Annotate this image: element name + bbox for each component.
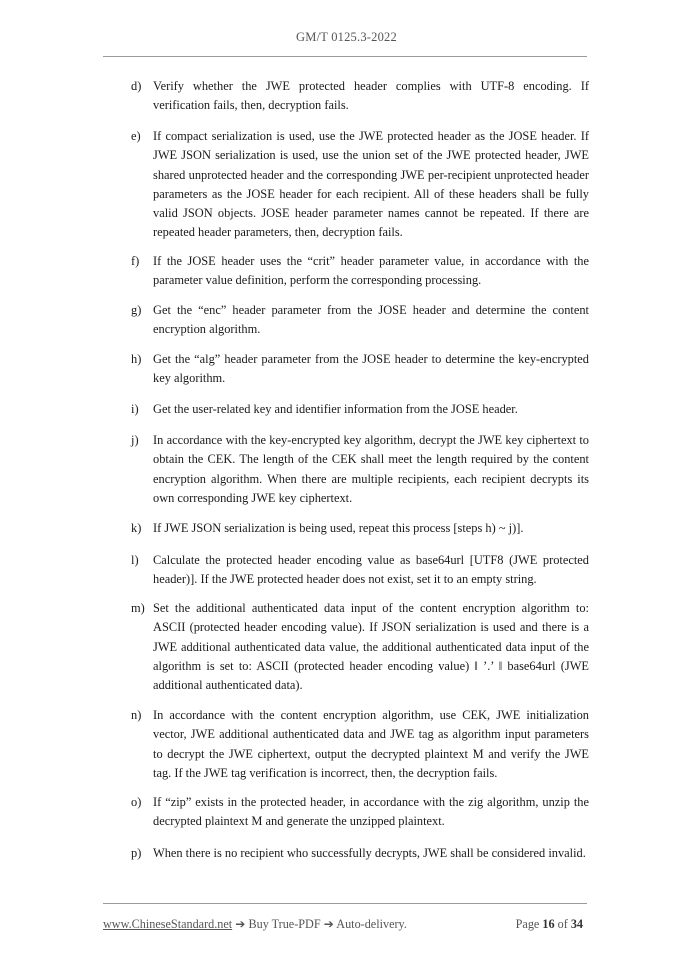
list-item-f xyxy=(131,252,589,291)
footer-divider xyxy=(103,903,587,904)
list-item-p xyxy=(131,844,589,863)
list-item-text: If compact serialization is used, use the JWE protected header as the JOSE header. If JWE JSON serialization is used, use the union set of the JWE protected header, JWE shared unprotected header and the corresponding JWE per-recipient unprotected header parameters as the JOSE header for each recipient. All of these headers shall be fully valid JSON objects. JOSE header parameter names cannot be repeated. If there are repeated header parameters, then, decryption fails. xyxy=(153,129,589,240)
list-item-i xyxy=(131,400,589,419)
list-item-label: o) xyxy=(131,795,142,809)
list-item-text: Set the additional authenticated data input of the content encryption algorithm to: ASCII (protected header encoding value). If JSON serialization is used and there is a JWE additional authenticated data value, the additional authenticated data input of the algorithm is set to: ASCII (protected header encoding value) ‖ ’.’ ‖ base64url (JWE additional authenticated data). xyxy=(153,601,589,693)
list-item-text: If JWE JSON serialization is being used, repeat this process [steps h) ~ j)]. xyxy=(153,521,524,535)
list-item-label: m) xyxy=(131,601,145,615)
list-item-l xyxy=(131,551,589,590)
document-code-header: GM/T 0125.3-2022 xyxy=(296,30,397,44)
list-item-label: f) xyxy=(131,254,140,268)
list-item-e xyxy=(131,127,589,243)
page-current: 16 xyxy=(542,917,555,931)
list-item-k xyxy=(131,519,589,538)
header-divider xyxy=(103,56,587,57)
page-of: of xyxy=(557,917,568,931)
auto-delivery-text: Auto-delivery. xyxy=(336,917,407,931)
list-item-h xyxy=(131,350,589,389)
arrow-right-icon: ➔ xyxy=(323,917,334,931)
list-item-m xyxy=(131,599,589,695)
list-item-text: When there is no recipient who successfully decrypts, JWE shall be considered invalid. xyxy=(153,846,586,860)
list-item-text: Get the “enc” header parameter from the JOSE header and determine the content encryption algorithm. xyxy=(153,303,589,337)
arrow-right-icon: ➔ xyxy=(235,917,246,931)
list-item-label: i) xyxy=(131,402,139,416)
list-item-label: g) xyxy=(131,303,142,317)
page-footer xyxy=(103,917,587,932)
list-item-d xyxy=(131,77,589,116)
page-prefix: Page xyxy=(515,917,540,931)
list-item-n xyxy=(131,706,589,783)
list-item-text: Get the “alg” header parameter from the JOSE header to determine the key-encrypted key algorithm. xyxy=(153,352,589,386)
list-item-text: Calculate the protected header encoding value as base64url [UTF8 (JWE protected header)]. If the JWE protected header does not exist, set it to an empty string. xyxy=(153,553,589,587)
list-item-text: In accordance with the content encryption algorithm, use CEK, JWE initialization vector, JWE additional authenticated data and JWE tag as algorithm input parameters to decrypt the JWE ciphertext, output the decrypted plaintext M and verify the JWE tag. If the JWE tag verification is incorrect, then, the decryption fails. xyxy=(153,708,589,780)
list-item-text: If “zip” exists in the protected header, in accordance with the zig algorithm, unzip the decrypted plaintext M and generate the unzipped plaintext. xyxy=(153,795,589,829)
list-item-text: Get the user-related key and identifier information from the JOSE header. xyxy=(153,402,518,416)
list-item-label: j) xyxy=(131,433,139,447)
list-item-label: k) xyxy=(131,521,142,535)
list-item-label: n) xyxy=(131,708,142,722)
list-item-text: If the JOSE header uses the “crit” header parameter value, in accordance with the parameter value definition, perform the corresponding processing. xyxy=(153,254,589,288)
list-item-label: h) xyxy=(131,352,142,366)
page-total: 34 xyxy=(570,917,583,931)
page-number xyxy=(516,917,583,932)
list-item-label: l) xyxy=(131,553,139,567)
list-item-o xyxy=(131,793,589,832)
buy-pdf-text: Buy True-PDF xyxy=(248,917,321,931)
list-item-label: e) xyxy=(131,129,141,143)
list-item-text: Verify whether the JWE protected header complies with UTF-8 encoding. If verification fails, then, decryption fails. xyxy=(153,79,589,113)
list-item-text: In accordance with the key-encrypted key algorithm, decrypt the JWE key ciphertext to obtain the CEK. The length of the CEK shall meet the length required by the content encryption algorithm. When there are multiple recipients, each recipient decrypts its own corresponding JWE key ciphertext. xyxy=(153,433,589,505)
list-item-label: d) xyxy=(131,79,142,93)
website-link[interactable]: www.ChineseStandard.net xyxy=(103,917,233,931)
list-item-label: p) xyxy=(131,846,142,860)
list-item-j xyxy=(131,431,589,508)
list-item-g xyxy=(131,301,589,340)
